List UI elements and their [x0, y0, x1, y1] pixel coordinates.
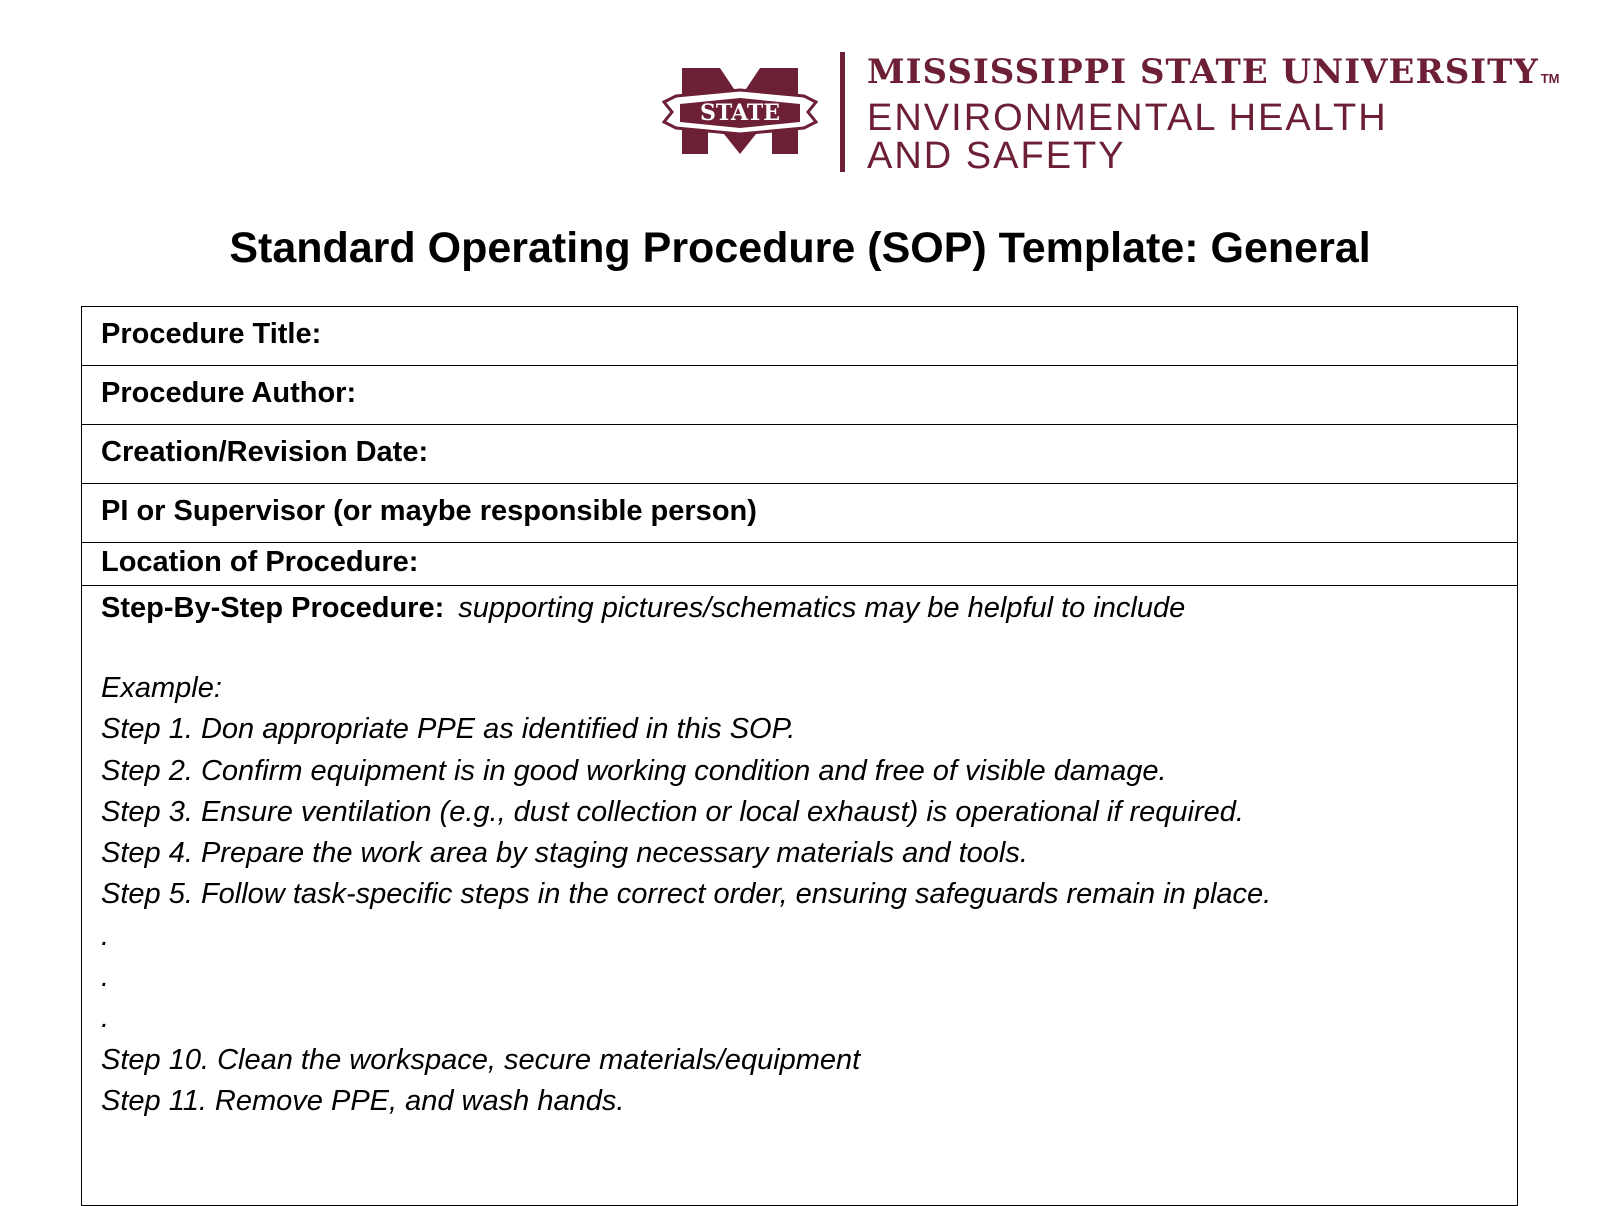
sop-form-table — [81, 306, 1518, 1206]
department-line-2: AND SAFETY — [867, 135, 1126, 177]
example-step-5: Step 5. Follow task-specific steps in the correct order, ensuring safeguards remain in place. — [101, 878, 1272, 911]
creation-revision-date-row[interactable] — [82, 425, 1517, 484]
example-step-3: Step 3. Ensure ventilation (e.g., dust collection or local exhaust) is operational if required. — [101, 795, 1244, 828]
ellipsis-dot-2: . — [101, 961, 110, 994]
logo-text — [867, 52, 1560, 175]
ellipsis-dot-3: . — [101, 1002, 110, 1035]
msu-ehs-logo — [660, 50, 1560, 177]
logo-badge-text: STATE — [699, 100, 781, 126]
department-line-1: ENVIRONMENTAL HEALTH — [867, 97, 1388, 139]
steps-header — [101, 588, 1501, 628]
example-step-10: Step 10. Clean the workspace, secure materials/equipment — [101, 1043, 861, 1076]
supervisor-label: PI or Supervisor (or maybe responsible person) — [101, 495, 757, 527]
procedure-author-label: Procedure Author: — [101, 377, 357, 409]
msu-m-state-logo-icon — [660, 62, 820, 162]
creation-revision-date-label: Creation/Revision Date: — [101, 436, 429, 468]
university-name: MISSISSIPPI STATE UNIVERSITY TM — [867, 52, 1560, 92]
location-label: Location of Procedure: — [101, 546, 419, 578]
document-title: Standard Operating Procedure (SOP) Template: General — [229, 224, 1371, 272]
steps-label: Step-By-Step Procedure: — [101, 592, 445, 624]
procedure-title-label: Procedure Title: — [101, 318, 322, 350]
supervisor-row[interactable] — [82, 484, 1517, 543]
logo-divider — [840, 52, 845, 172]
procedure-author-row[interactable] — [82, 366, 1517, 425]
procedure-title-row[interactable] — [82, 307, 1517, 366]
example-step-2: Step 2. Confirm equipment is in good working condition and free of visible damage. — [101, 754, 1167, 787]
trademark: TM — [1540, 71, 1560, 86]
step-by-step-procedure-section[interactable] — [101, 588, 1501, 1122]
location-row[interactable] — [82, 543, 1517, 586]
example-step-4: Step 4. Prepare the work area by staging necessary materials and tools. — [101, 837, 1028, 870]
example-step-1: Step 1. Don appropriate PPE as identified in this SOP. — [101, 713, 796, 746]
ellipsis-dot-1: . — [101, 919, 110, 952]
steps-hint: supporting pictures/schematics may be helpful to include — [458, 592, 1186, 624]
steps-example — [101, 668, 1501, 1122]
example-heading: Example: — [101, 672, 222, 704]
example-step-11: Step 11. Remove PPE, and wash hands. — [101, 1084, 625, 1117]
